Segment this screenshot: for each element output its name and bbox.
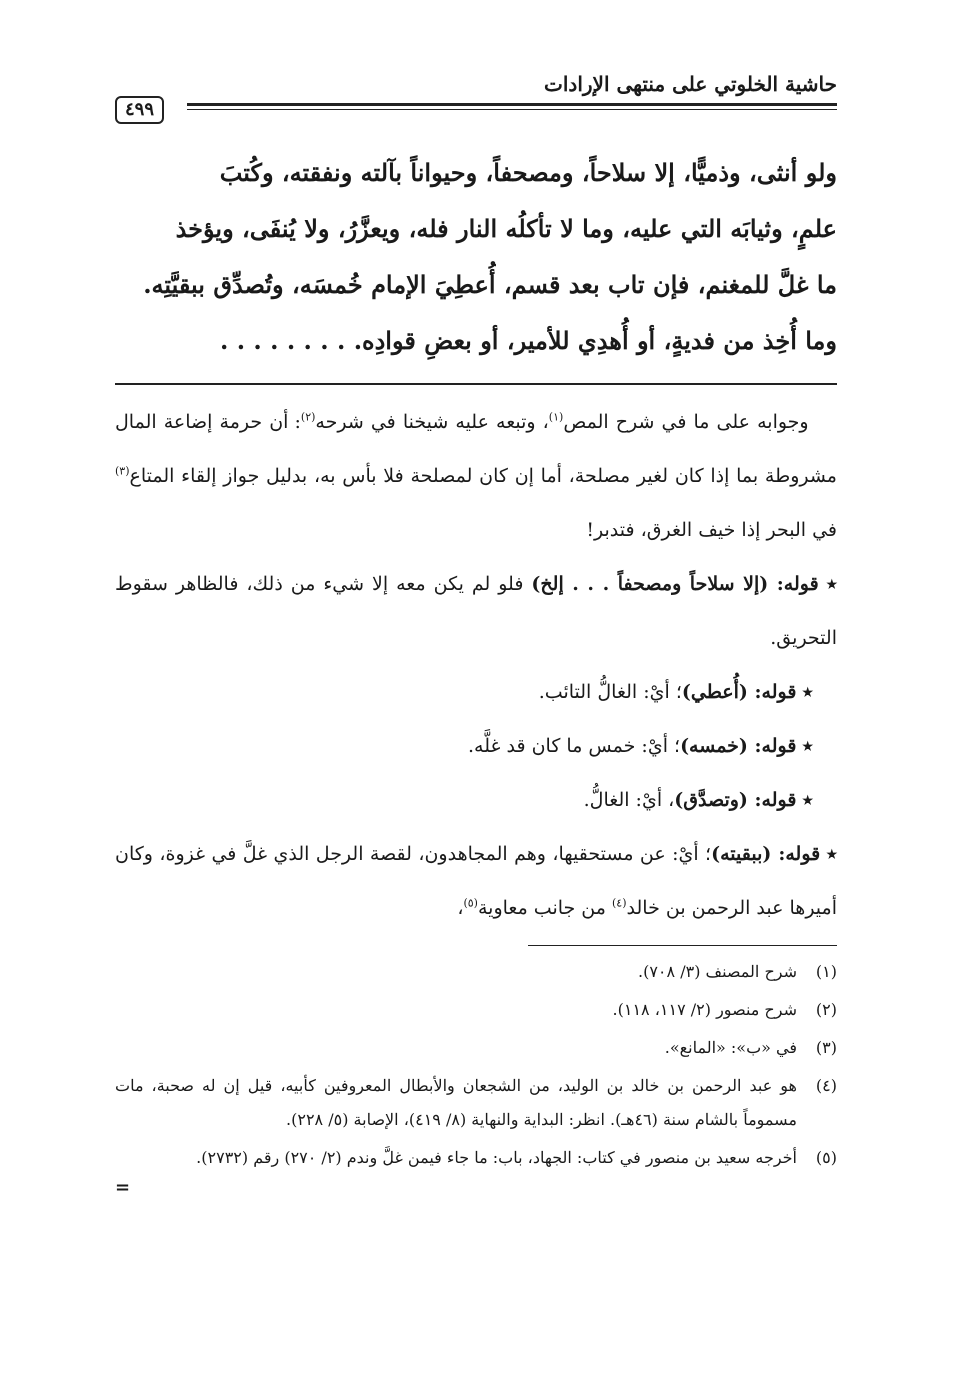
gloss-lemma: قوله: (وتصدَّق): [674, 789, 797, 811]
footnote-number: (٣): [815, 1038, 837, 1057]
gloss-entry: ٭ قوله: (إلا سلاحاً ومصحفاً . . . إلخ) فلو لم يكن معه إلا شيء من ذلك، فالظاهر سقوط التحريق.: [115, 573, 838, 649]
gloss-entry: ٭ قوله: (وتصدَّق)، أيْ: الغالُّ.: [583, 789, 813, 811]
footnote-text: في «ب»: «المانع».: [664, 1038, 797, 1057]
footnote-ref[interactable]: (٥): [463, 896, 478, 910]
gloss-entry: ٭ قوله: (أُعطي)؛ أيْ: الغالُّ التائب.: [538, 681, 813, 703]
gloss-entry: ٭ قوله: (خمسه)؛ أيْ: خمس ما كان قد غلَّه.: [468, 735, 813, 757]
footnote-text: شرح المصنف (٣/ ٧٠٨).: [638, 962, 797, 981]
footnote: [115, 993, 837, 1027]
footnote-text: أخرجه سعيد بن منصور في كتاب: الجهاد، باب: ما جاء فيمن غلَّ وندم (٢/ ٢٧٠) رقم (٢٧٣٢).: [196, 1148, 797, 1167]
gloss-lemma: قوله: (ببقيته): [711, 843, 821, 865]
page-header: [115, 72, 837, 122]
matn-separator: [115, 383, 837, 385]
star-icon: ٭: [826, 573, 838, 595]
continuation-mark: =: [115, 1177, 131, 1198]
gloss-lemma: قوله: (أُعطي): [681, 681, 797, 703]
star-icon: ٭: [802, 681, 813, 703]
running-title: حاشية الخلوتي على منتهى الإرادات: [544, 72, 837, 96]
gloss-lemma: قوله: (خمسه): [680, 735, 797, 757]
footnote: [115, 1069, 837, 1137]
footnote-number: (١): [815, 962, 837, 981]
matn-line: وما أُخِذ من فديةٍ، أو أُهدِي للأمير، أو بعضِ قوادِه. . . . . . . . .: [220, 326, 837, 355]
gloss-entry: ٭ قوله: (ببقيته)؛ أيْ: عن مستحقيها، وهم المجاهدون، لقصة الرجل الذي غلَّ في غزوة، وكان أميرها عبد الرحمن بن خالد$^{(٤)}$ من جانب معاوية$^{(٥)}$،: [115, 843, 837, 919]
footnote-text: شرح منصور (٢/ ١١٧، ١١٨).: [612, 1000, 797, 1019]
matn-text: [115, 145, 837, 369]
footnote: [115, 1031, 837, 1065]
footnote-ref[interactable]: (٤): [612, 896, 627, 910]
matn-line: ولو أنثى، وذميًّا، إلا سلاحاً، ومصحفاً، وحيواناً بآلته ونفقته، وكُتبَ: [219, 158, 837, 187]
footnote-ref[interactable]: (٢): [300, 410, 316, 424]
footnote-ref[interactable]: (١): [548, 410, 564, 424]
footnote-number: (٤): [815, 1076, 837, 1095]
footnote-rule: [528, 945, 837, 946]
footnote: [115, 955, 837, 989]
gloss-lemma: قوله: (إلا سلاحاً ومصحفاً . . . إلخ): [531, 573, 819, 595]
commentary-paragraph: وجوابه على ما في شرح المص$^{(١)}$، وتبعه عليه شيخنا في شرحه$^{(٢)}$: أن حرمة إضاعة المال مشروطة بما إذا كان لغير مصلحة، أما إن كان لمصلحة فلا بأس به، بدليل جواز إلقاء المتاع$^{(٣)}$ في البحر إذا خيف الغرق، فتدبر!: [115, 410, 837, 541]
footnote-number: (٢): [815, 1000, 837, 1019]
footnote-ref[interactable]: (٣): [115, 464, 130, 478]
matn-line: ما غلَّ للمغنم، فإن تاب بعد قسم، أُعطِيَ الإمام خُمسَه، وتُصدِّق ببقيَّتِه.: [143, 270, 837, 299]
header-rule: [187, 103, 837, 106]
footnote: [115, 1141, 837, 1198]
star-icon: ٭: [802, 735, 813, 757]
star-icon: ٭: [802, 789, 813, 811]
footnote-text: هو عبد الرحمن بن خالد بن الوليد، من الشجعان والأبطال المعروفين كأبيه، قيل إن له صحبة، مات مسموماً بالشام سنة (٤٦هـ). انظر: البداية والنهاية (٨/ ٤١٩)، الإصابة (٥/ ٢٢٨).: [115, 1076, 797, 1129]
footnotes: [115, 955, 837, 1198]
star-icon: ٭: [826, 843, 837, 865]
matn-line: علمٍ، وثيابَه التي عليه، وما لا تأكلُه النار فله، ويعزَّرُ، ولا يُنفَى، ويؤخذ: [175, 214, 837, 243]
footnote-number: (٥): [815, 1148, 837, 1167]
header-rule-thin: [187, 109, 837, 110]
commentary: [115, 395, 837, 935]
page-number: ٤٩٩: [115, 96, 164, 124]
